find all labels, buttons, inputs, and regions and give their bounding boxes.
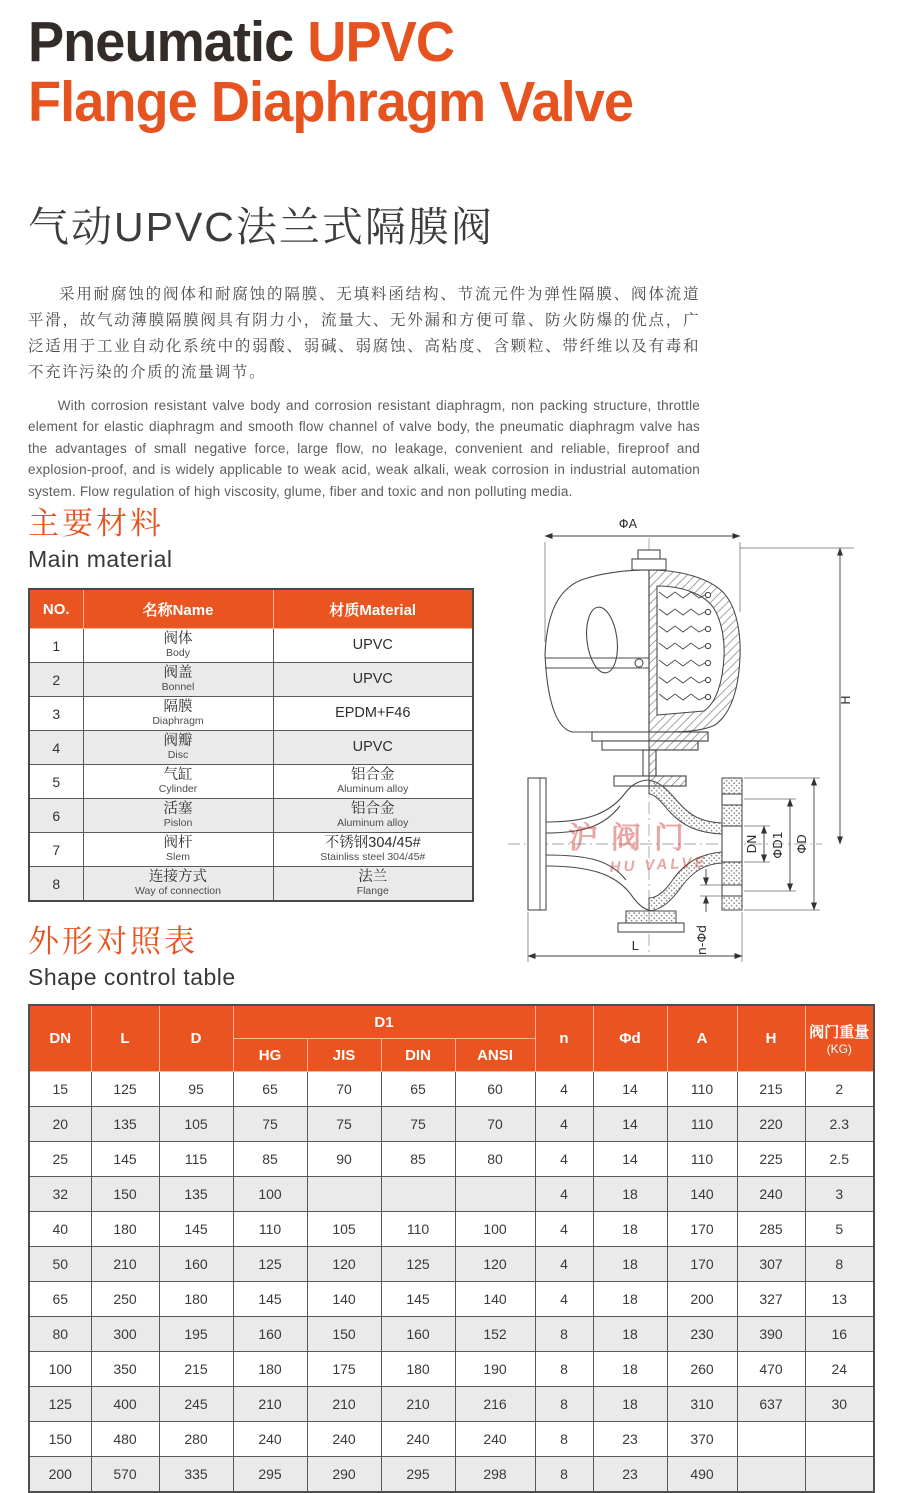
shape-cell <box>805 1422 874 1457</box>
valve-cross-section-svg <box>498 492 894 984</box>
shape-cell: 4 <box>535 1212 593 1247</box>
shape-cell: 480 <box>91 1422 159 1457</box>
material-material-cell-cn-line: 不锈钢304/45# <box>324 835 421 852</box>
shape-cell: 240 <box>455 1422 535 1457</box>
shape-cell: 80 <box>29 1317 91 1352</box>
watermark-cn: 沪阀门 <box>568 822 697 855</box>
shape-cell: 18 <box>593 1247 667 1282</box>
shape-cell: 145 <box>233 1282 307 1317</box>
shape-cell: 3 <box>805 1177 874 1212</box>
material-header-row <box>29 589 473 629</box>
shape-cell <box>455 1177 535 1212</box>
shape-cell: 210 <box>91 1247 159 1282</box>
shape-header-hg: HG <box>233 1039 307 1072</box>
shape-cell: 490 <box>667 1457 737 1493</box>
shape-cell: 18 <box>593 1177 667 1212</box>
material-material-cell <box>273 731 473 765</box>
shape-cell: 15 <box>29 1072 91 1107</box>
shape-cell: 110 <box>667 1142 737 1177</box>
shape-cell: 160 <box>381 1317 455 1352</box>
shape-header-d: D <box>159 1005 233 1072</box>
material-no-cell: 2 <box>29 663 83 697</box>
shape-cell: 4 <box>535 1142 593 1177</box>
shape-cell: 240 <box>381 1422 455 1457</box>
material-name-cell-en-line: Bonnel <box>161 681 195 694</box>
shape-cell: 125 <box>233 1247 307 1282</box>
shape-cell: 637 <box>737 1387 805 1422</box>
shape-cell: 140 <box>307 1282 381 1317</box>
material-material-cell <box>273 799 473 833</box>
shape-cell: 240 <box>307 1422 381 1457</box>
shape-cell: 390 <box>737 1317 805 1352</box>
shape-cell: 125 <box>29 1387 91 1422</box>
shape-cell: 14 <box>593 1107 667 1142</box>
material-row <box>29 867 473 902</box>
shape-cell: 25 <box>29 1142 91 1177</box>
shape-cell: 175 <box>307 1352 381 1387</box>
material-name-cell <box>83 867 273 902</box>
shape-cell: 5 <box>805 1212 874 1247</box>
shape-table-heading <box>28 916 236 991</box>
material-no-cell: 7 <box>29 833 83 867</box>
material-name-cell <box>83 833 273 867</box>
material-no-cell: 1 <box>29 629 83 663</box>
material-name-cell-en-line: Way of connection <box>135 885 221 898</box>
shape-cell: 8 <box>535 1317 593 1352</box>
shape-row <box>29 1352 874 1387</box>
shape-cell: 2.3 <box>805 1107 874 1142</box>
title-en-black: Pneumatic <box>28 10 294 74</box>
material-name-cell <box>83 629 273 663</box>
shape-cell: 40 <box>29 1212 91 1247</box>
material-name-cell-cn-line: 活塞 <box>163 801 193 818</box>
shape-cell: 180 <box>91 1212 159 1247</box>
material-material-cell <box>273 833 473 867</box>
shape-cell: 200 <box>667 1282 737 1317</box>
shape-cell: 140 <box>667 1177 737 1212</box>
material-name-cell-en-line: Body <box>166 647 190 660</box>
material-name-cell <box>83 799 273 833</box>
shape-cell: 4 <box>535 1072 593 1107</box>
shape-cell: 190 <box>455 1352 535 1387</box>
material-name-cell-cn-line: 阀杆 <box>163 835 193 852</box>
shape-cell: 220 <box>737 1107 805 1142</box>
title-en-orange: UPVC <box>307 10 455 74</box>
shape-cell: 240 <box>233 1422 307 1457</box>
lower-bolt-hole <box>722 885 742 896</box>
material-no-cell: 4 <box>29 731 83 765</box>
shape-cell: 210 <box>307 1387 381 1422</box>
material-table <box>28 588 474 902</box>
shape-cell: 70 <box>455 1107 535 1142</box>
shape-cell: 100 <box>455 1212 535 1247</box>
material-name-cell-cn-line: 阀盖 <box>163 665 193 682</box>
shape-cell: 4 <box>535 1177 593 1212</box>
shape-header-jis: JIS <box>307 1039 381 1072</box>
shape-cell: 120 <box>307 1247 381 1282</box>
material-row <box>29 697 473 731</box>
dim-label-l: L <box>631 938 639 953</box>
shape-row <box>29 1107 874 1142</box>
shape-cell: 400 <box>91 1387 159 1422</box>
shape-cell: 4 <box>535 1282 593 1317</box>
material-table-body <box>29 629 473 902</box>
shape-cell: 125 <box>381 1247 455 1282</box>
shape-cell: 140 <box>455 1282 535 1317</box>
shape-header-h: H <box>737 1005 805 1072</box>
shape-table-heading-cn: 外形对照表 <box>28 924 198 959</box>
dimension-n-phi-d <box>694 869 722 955</box>
material-row <box>29 629 473 663</box>
shape-cell: 2.5 <box>805 1142 874 1177</box>
shape-header-din: DIN <box>381 1039 455 1072</box>
material-header-name: 名称Name <box>83 589 273 629</box>
shape-table-body <box>29 1072 874 1493</box>
shape-cell: 110 <box>381 1212 455 1247</box>
material-row <box>29 833 473 867</box>
shape-cell: 75 <box>307 1107 381 1142</box>
material-name-cell-cn-line: 连接方式 <box>149 869 207 886</box>
shape-row <box>29 1422 874 1457</box>
shape-control-table <box>28 1004 875 1493</box>
shape-cell: 18 <box>593 1352 667 1387</box>
shape-cell: 4 <box>535 1247 593 1282</box>
shape-cell: 85 <box>233 1142 307 1177</box>
shape-cell: 23 <box>593 1422 667 1457</box>
shape-header-weight-cn: 阀门重量 <box>809 1024 870 1041</box>
material-name-cell-en-line: Disc <box>167 749 189 762</box>
shape-header-a: A <box>667 1005 737 1072</box>
valve-dimension-drawing <box>498 492 894 984</box>
shape-cell: 75 <box>233 1107 307 1142</box>
shape-cell: 32 <box>29 1177 91 1212</box>
shape-header-dn: DN <box>29 1005 91 1072</box>
shape-cell: 65 <box>381 1072 455 1107</box>
shape-cell: 160 <box>233 1317 307 1352</box>
shape-cell: 105 <box>159 1107 233 1142</box>
shape-cell: 145 <box>381 1282 455 1317</box>
shape-cell: 8 <box>535 1422 593 1457</box>
shape-cell: 327 <box>737 1282 805 1317</box>
material-row <box>29 765 473 799</box>
material-row <box>29 799 473 833</box>
material-name-cell-cn-line: 阀瓣 <box>163 733 193 750</box>
material-no-cell: 6 <box>29 799 83 833</box>
watermark <box>568 821 708 876</box>
material-no-cell: 3 <box>29 697 83 731</box>
shape-row <box>29 1247 874 1282</box>
shape-cell: 310 <box>667 1387 737 1422</box>
material-name-cell-en-line: Diaphragm <box>152 715 204 728</box>
material-no-cell: 8 <box>29 867 83 902</box>
shape-cell: 50 <box>29 1247 91 1282</box>
intro-paragraph-cn: 采用耐腐蚀的阀体和耐腐蚀的隔膜、无填料函结构、节流元件为弹性隔膜、阀体流道平滑，故气动薄膜隔膜阀具有阴力小，流量大、无外漏和方便可靠、防火防爆的优点，广泛适用于工业自动化系统中的弱酸、弱碱、弱腐蚀、高粘度、含颗粒、带纤维以及有毒和不充许污染的介质的流量调节。 <box>28 285 700 381</box>
valve-body <box>528 778 742 932</box>
material-name-cell <box>83 731 273 765</box>
shape-row <box>29 1387 874 1422</box>
dim-label-phi-d: ΦD <box>794 834 809 854</box>
shape-cell: 18 <box>593 1317 667 1352</box>
title-line-2: Flange Diaphragm Valve <box>28 70 634 135</box>
shape-cell: 75 <box>381 1107 455 1142</box>
shape-cell: 135 <box>91 1107 159 1142</box>
shape-cell: 240 <box>737 1177 805 1212</box>
shape-table-heading-en: Shape control table <box>28 964 236 990</box>
material-no-cell: 5 <box>29 765 83 799</box>
title-line-1 <box>28 12 633 72</box>
shape-row <box>29 1142 874 1177</box>
material-name-cell-cn-line: 隔膜 <box>163 699 193 716</box>
shape-cell: 260 <box>667 1352 737 1387</box>
intro-paragraph-en: With corrosion resistant valve body and corrosion resistant diaphragm, non packing structure, throttle element for elastic diaphragm and smooth flow channel of valve body, the pneumatic diaphragm valve has the advantages of small negative force, large flow, no leakage, convenient and reliable, fireproof and explosion-proof, and is widely applicable to weak acid, weak alkali, weak corrosion in industrial automation system. Flow regulation of high viscosity, glume, fiber and toxic and non polluting media. <box>28 397 700 499</box>
shape-cell: 307 <box>737 1247 805 1282</box>
shape-cell <box>737 1422 805 1457</box>
material-material-cell-cn-line: 法兰 <box>358 869 388 886</box>
shape-cell: 295 <box>233 1457 307 1493</box>
shape-cell: 135 <box>159 1177 233 1212</box>
shape-cell: 370 <box>667 1422 737 1457</box>
material-material-cell-en-line: Aluminum alloy <box>337 783 409 796</box>
material-material-cell <box>273 629 473 663</box>
material-name-cell-en-line: Slem <box>166 851 190 864</box>
material-name-cell-cn-line: 气缸 <box>163 767 193 784</box>
shape-cell: 24 <box>805 1352 874 1387</box>
dim-label-h: H <box>838 695 853 705</box>
material-material-cell-cn-line: EPDM+F46 <box>335 705 411 722</box>
shape-cell: 570 <box>91 1457 159 1493</box>
material-material-cell <box>273 867 473 902</box>
material-material-cell <box>273 765 473 799</box>
shape-cell: 8 <box>535 1457 593 1493</box>
upper-bolt-hole <box>722 794 742 805</box>
shape-cell: 125 <box>91 1072 159 1107</box>
shape-cell: 290 <box>307 1457 381 1493</box>
material-material-cell-cn-line: UPVC <box>352 671 393 688</box>
dimension-h <box>740 548 854 844</box>
shape-header-weight-unit: (KG) <box>826 1042 852 1056</box>
shape-cell: 470 <box>737 1352 805 1387</box>
shape-cell <box>307 1177 381 1212</box>
actuator <box>545 550 740 732</box>
shape-cell: 65 <box>29 1282 91 1317</box>
material-material-cell-en-line: Aluminum alloy <box>337 817 409 830</box>
shape-cell: 150 <box>91 1177 159 1212</box>
material-header-no: NO. <box>29 589 83 629</box>
material-name-cell-en-line: Pislon <box>163 817 193 830</box>
material-material-cell-en-line: Stainliss steel 304/45# <box>320 851 426 864</box>
shape-cell: 180 <box>381 1352 455 1387</box>
shape-cell: 250 <box>91 1282 159 1317</box>
material-name-cell <box>83 765 273 799</box>
material-material-cell-en-line: Flange <box>356 885 389 898</box>
material-header-material: 材质Material <box>273 589 473 629</box>
shape-cell: 14 <box>593 1072 667 1107</box>
shape-cell: 110 <box>233 1212 307 1247</box>
shape-cell: 152 <box>455 1317 535 1352</box>
shape-cell: 160 <box>159 1247 233 1282</box>
shape-cell: 180 <box>159 1282 233 1317</box>
dim-label-phi-d1: ΦD1 <box>770 831 785 859</box>
shape-header-d1-group: D1 <box>233 1005 535 1039</box>
shape-cell: 20 <box>29 1107 91 1142</box>
shape-row <box>29 1072 874 1107</box>
dim-label-dn: DN <box>744 834 759 854</box>
main-material-heading <box>28 498 173 573</box>
shape-cell: 295 <box>381 1457 455 1493</box>
shape-cell: 80 <box>455 1142 535 1177</box>
material-name-cell-en-line: Cylinder <box>158 783 198 796</box>
material-name-cell <box>83 697 273 731</box>
shape-cell: 14 <box>593 1142 667 1177</box>
shape-cell: 13 <box>805 1282 874 1317</box>
shape-cell: 170 <box>667 1247 737 1282</box>
shape-cell: 16 <box>805 1317 874 1352</box>
dim-label-n-phi-d: n-Φd <box>694 924 709 956</box>
shape-cell: 145 <box>91 1142 159 1177</box>
shape-cell: 8 <box>535 1352 593 1387</box>
material-material-cell-cn-line: 铝合金 <box>351 801 395 818</box>
shape-row <box>29 1177 874 1212</box>
shape-cell: 70 <box>307 1072 381 1107</box>
material-material-cell-cn-line: UPVC <box>352 637 393 654</box>
shape-cell: 335 <box>159 1457 233 1493</box>
shape-cell: 65 <box>233 1072 307 1107</box>
material-material-cell <box>273 697 473 731</box>
shape-cell: 170 <box>667 1212 737 1247</box>
shape-row <box>29 1282 874 1317</box>
shape-cell: 115 <box>159 1142 233 1177</box>
shape-cell: 210 <box>233 1387 307 1422</box>
shape-header-ansi: ANSI <box>455 1039 535 1072</box>
shape-cell: 110 <box>667 1107 737 1142</box>
shape-cell: 245 <box>159 1387 233 1422</box>
left-flange <box>528 778 546 910</box>
material-material-cell <box>273 663 473 697</box>
title-block <box>28 12 665 133</box>
shape-cell: 145 <box>159 1212 233 1247</box>
shape-cell: 105 <box>307 1212 381 1247</box>
material-name-cell-cn-line: 阀体 <box>163 631 193 648</box>
main-material-heading-en: Main material <box>28 546 173 572</box>
shape-cell: 8 <box>805 1247 874 1282</box>
shape-header-n: n <box>535 1005 593 1072</box>
main-material-heading-cn: 主要材料 <box>28 506 164 541</box>
shape-cell: 100 <box>233 1177 307 1212</box>
shape-cell: 2 <box>805 1072 874 1107</box>
shape-cell: 30 <box>805 1387 874 1422</box>
shape-cell: 85 <box>381 1142 455 1177</box>
shape-cell: 285 <box>737 1212 805 1247</box>
shape-row <box>29 1212 874 1247</box>
shape-cell: 350 <box>91 1352 159 1387</box>
shape-cell: 120 <box>455 1247 535 1282</box>
shape-cell: 230 <box>667 1317 737 1352</box>
shape-cell: 215 <box>737 1072 805 1107</box>
shape-cell: 60 <box>455 1072 535 1107</box>
shape-header-row-1 <box>29 1005 874 1039</box>
shape-cell: 8 <box>535 1387 593 1422</box>
shape-cell <box>381 1177 455 1212</box>
shape-cell: 215 <box>159 1352 233 1387</box>
shape-cell: 280 <box>159 1422 233 1457</box>
shape-cell: 216 <box>455 1387 535 1422</box>
shape-cell: 200 <box>29 1457 91 1493</box>
bonnet-and-stem <box>592 732 708 786</box>
material-name-cell <box>83 663 273 697</box>
material-material-cell-cn-line: UPVC <box>352 739 393 756</box>
shape-cell: 150 <box>29 1422 91 1457</box>
shape-cell: 18 <box>593 1212 667 1247</box>
shape-cell: 4 <box>535 1107 593 1142</box>
shape-cell: 298 <box>455 1457 535 1493</box>
shape-cell: 225 <box>737 1142 805 1177</box>
shape-cell: 18 <box>593 1387 667 1422</box>
shape-cell: 300 <box>91 1317 159 1352</box>
shape-cell: 195 <box>159 1317 233 1352</box>
shape-cell: 18 <box>593 1282 667 1317</box>
shape-cell: 100 <box>29 1352 91 1387</box>
material-row <box>29 663 473 697</box>
shape-cell: 150 <box>307 1317 381 1352</box>
shape-header-l: L <box>91 1005 159 1072</box>
shape-cell: 210 <box>381 1387 455 1422</box>
shape-cell: 90 <box>307 1142 381 1177</box>
shape-header-phid: Φd <box>593 1005 667 1072</box>
shape-cell: 95 <box>159 1072 233 1107</box>
watermark-en: HU VALVE <box>609 853 708 876</box>
shape-row <box>29 1317 874 1352</box>
material-material-cell-cn-line: 铝合金 <box>351 767 395 784</box>
title-chinese: 气动UPVC法兰式隔膜阀 <box>28 204 494 250</box>
dim-label-phi-a: ΦA <box>618 516 638 531</box>
material-row <box>29 731 473 765</box>
shape-header-weight <box>805 1005 874 1072</box>
shape-cell: 23 <box>593 1457 667 1493</box>
shape-cell: 110 <box>667 1072 737 1107</box>
shape-cell: 180 <box>233 1352 307 1387</box>
